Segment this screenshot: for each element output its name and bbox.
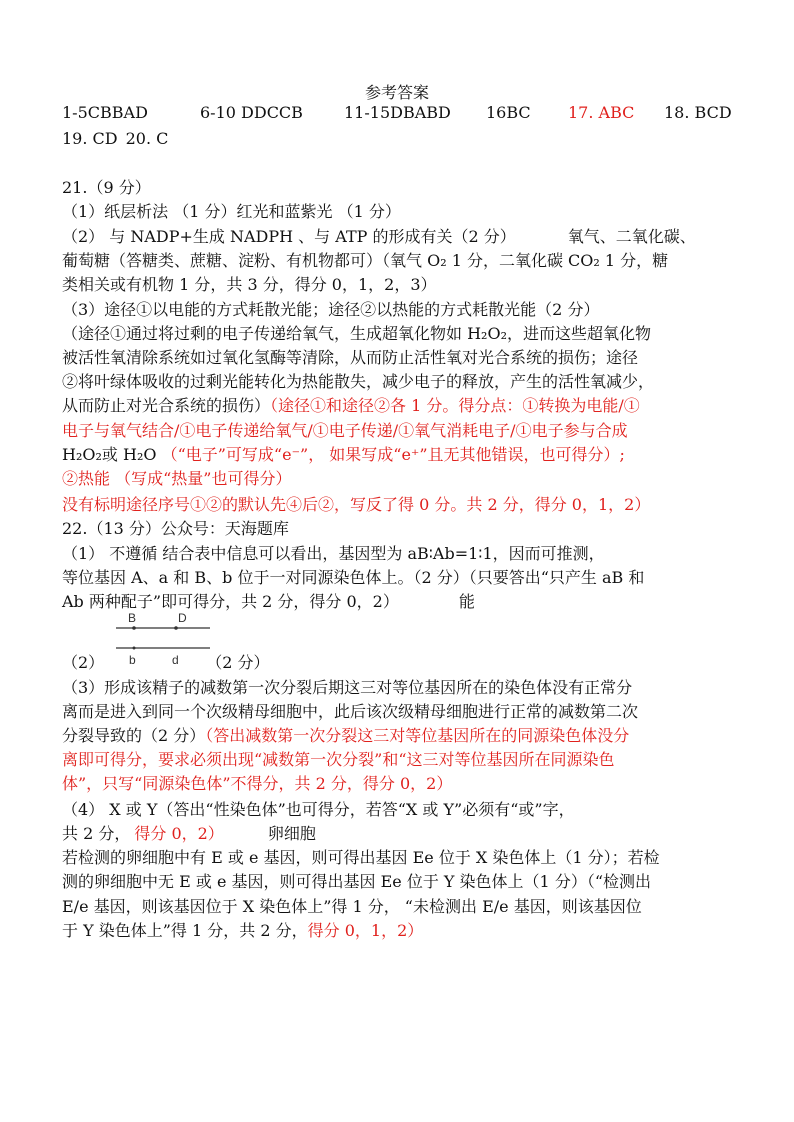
q22-part1-line2: 等位基因 A、a 和 B、b 位于一对同源染色体上。（2 分）（只要答出“只产生 aB 和	[62, 568, 645, 587]
scoring-note: （“电子”可写成“e⁻”， 如果写成“e⁺”且无其他错误，也可得分）;	[161, 445, 625, 464]
gene-label-B: B	[128, 612, 137, 625]
scoring-note: 得分 0，1，2）	[307, 921, 424, 940]
text: 卵细胞	[267, 824, 316, 843]
text: H₂O₂或 H₂O	[62, 445, 162, 464]
mcq-group: 11-15DBABD	[344, 103, 451, 122]
q22-part4-line1: （4） X 或 Y（答出“性染色体”也可得分，若答“X 或 Y”必须有“或”字，	[62, 800, 575, 819]
mcq-group: 16BC	[486, 103, 531, 122]
scoring-note: 得分 0，2）	[134, 824, 224, 843]
mcq-answers-row-2	[62, 128, 168, 150]
text: 分裂导致的（2 分）	[62, 726, 206, 745]
page-title: 参考答案	[364, 83, 429, 102]
q21-part2-line2: 葡萄糖（答糖类、蔗糖、淀粉、有机物都可）（氧气 O₂ 1 分，二氧化碳 CO₂ 1 分，糖	[62, 251, 669, 270]
q22-part4-line2	[62, 823, 316, 845]
text: （2）	[62, 653, 105, 672]
mcq-group: 20. C	[125, 129, 169, 148]
text: 于 Y 染色体上”得 1 分，共 2 分，	[62, 921, 308, 940]
text: 氧气、二氧化碳、	[567, 227, 696, 246]
mcq-group: 18. BCD	[664, 103, 732, 122]
q22-part3-line4: 离即可得分，要求必须出现“减数第一次分裂”和“这三对等位基因所在同源染色	[62, 750, 615, 769]
q22-part2	[62, 652, 269, 674]
text: 共 2 分，	[62, 824, 131, 843]
mcq-group: 19. CD	[62, 129, 118, 148]
q22-part3-line3	[62, 725, 629, 747]
q21-part3-line5	[62, 395, 640, 417]
scoring-note: （答出减数第一次分裂这三对等位基因所在的同源染色体没分	[205, 726, 630, 745]
mcq-group: 6-10 DDCCB	[200, 103, 303, 122]
q21-part3-line9: 没有标明途径序号①②的默认先④后②，写反了得 0 分。共 2 分，得分 0，1，2）	[62, 495, 651, 514]
text: （2） 与 NADP+生成 NADPH 、与 ATP 的形成有关（2 分）	[62, 227, 516, 246]
q21-part3-line6: 电子与氧气结合/①电子传递给氧气/①电子传递/①氧气消耗电子/①电子参与合成	[62, 421, 628, 440]
q22-part1-line1: （1） 不遵循 结合表中信息可以看出，基因型为 aB∶Ab=1∶1，因而可推测，	[62, 544, 605, 563]
q21-part3-line1: （3）途径①以电能的方式耗散光能；途径②以热能的方式耗散光能（2 分）	[62, 300, 600, 319]
q21-part2-line3: 类相关或有机物 1 分，共 3 分，得分 0，1，2，3）	[62, 275, 437, 294]
q21-part3-line2: （途径①通过将过剩的电子传递给氧气，生成超氧化物如 H₂O₂，进而这些超氧化物	[62, 324, 651, 343]
q22-heading: 22.（13 分）公众号：天海题库	[62, 519, 289, 538]
gene-label-b: b	[129, 653, 136, 667]
gene-locus-dot	[132, 626, 136, 630]
q21-part3-line8: ②热能 （写成“热量”也可得分）	[62, 469, 292, 488]
q22-part4-line3: 若检测的卵细胞中有 E 或 e 基因，则可得出基因 Ee 位于 X 染色体上（1 分）；若检	[62, 848, 660, 867]
q22-part3-line1: （3）形成该精子的减数第一次分裂后期这三对等位基因所在的染色体没有正常分	[62, 678, 633, 697]
text: （2 分）	[214, 653, 270, 672]
q21-part3-line3: 被活性氧清除系统如过氧化氢酶等清除，从而防止活性氧对光合系统的损伤；途径	[62, 348, 639, 367]
mcq-answers-row-1	[62, 102, 732, 124]
gene-locus-dot	[174, 626, 178, 630]
q21-part1: （1）纸层析法 （1 分）红光和蓝紫光 （1 分）	[62, 202, 401, 221]
text: Ab 两种配子”即可得分，共 2 分，得分 0，2）	[62, 592, 399, 611]
q22-part4-line4: 测的卵细胞中无 E 或 e 基因，则可得出基因 Ee 位于 Y 染色体上（1 分）（“检测出	[62, 872, 651, 891]
gene-label-d: d	[172, 653, 179, 667]
scoring-note: （途径①和途径②各 1 分。得分点：①转换为电能/①	[270, 396, 640, 415]
text: 能	[458, 592, 475, 611]
text: 从而防止对光合系统的损伤）	[62, 396, 271, 415]
gene-label-D: D	[178, 612, 187, 625]
q22-part1-line3	[62, 591, 475, 613]
mcq-group: 1-5CBBAD	[62, 103, 148, 122]
q21-part3-line7	[62, 444, 625, 466]
q21-part3-line4: ②将叶绿体吸收的过剩光能转化为热能散失，减少电子的释放，产生的活性氧减少，	[62, 372, 655, 391]
q22-part4-line6	[62, 920, 423, 942]
q22-part3-line2: 离而是进入到同一个次级精母细胞中，此后该次级精母细胞进行正常的减数第二次	[62, 702, 639, 721]
mcq-group: 17. ABC	[568, 103, 635, 122]
q22-part4-line5: E/e 基因，则该基因位于 X 染色体上”得 1 分， “未检测出 E/e 基因，则该基因位	[62, 897, 642, 916]
gene-locus-dot	[133, 647, 136, 650]
q21-part2-line1	[62, 226, 696, 248]
q22-part3-line5: 体”，只写“同源染色体”不得分，共 2 分，得分 0，2）	[62, 774, 453, 793]
q21-heading: 21.（9 分）	[62, 178, 151, 197]
